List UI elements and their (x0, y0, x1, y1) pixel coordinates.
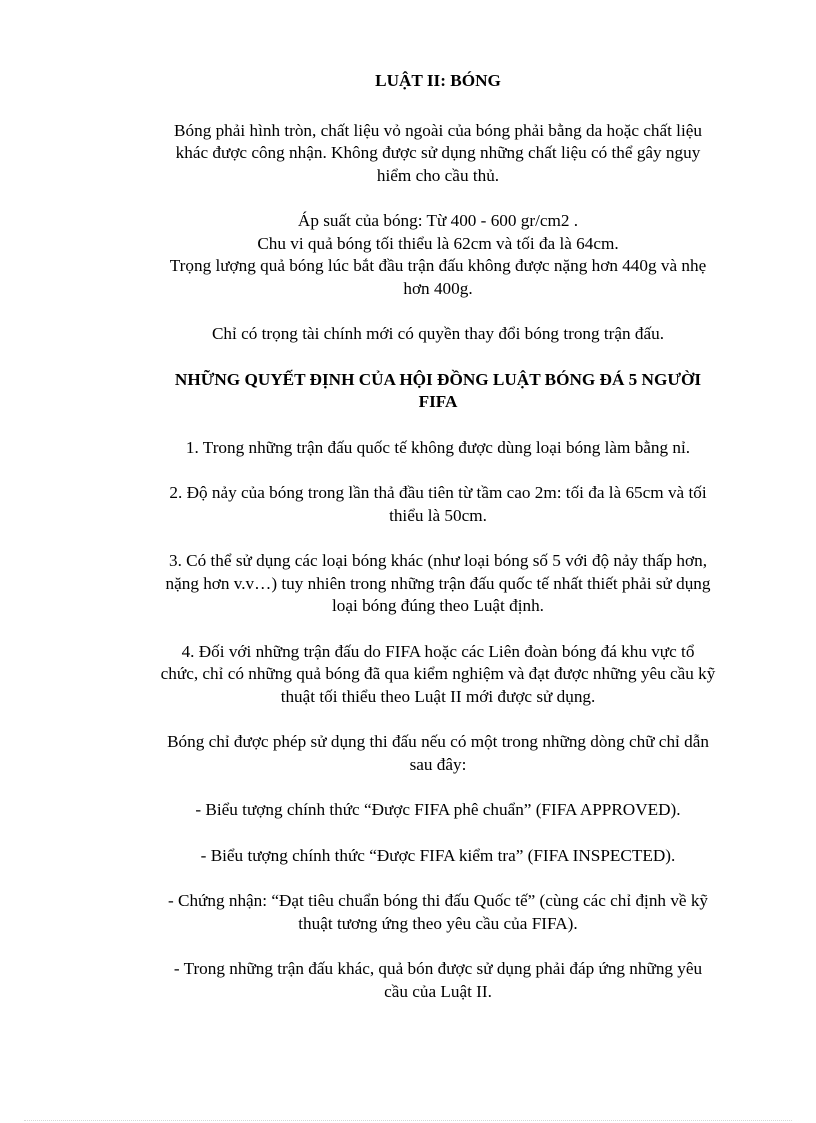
text-line: khác được công nhận. Không được sử dụng những chất liệu có thể gây nguy (175, 143, 701, 162)
text-line: 2. Độ nảy của bóng trong lần thả đầu tiên từ tầm cao 2m: tối đa là 65cm và tối (169, 483, 707, 502)
heading-line: NHỮNG QUYẾT ĐỊNH CỦA HỘI ĐỒNG LUẬT BÓNG ĐÁ 5 NGƯỜI (174, 369, 702, 389)
text-line: - Trong những trận đấu khác, quả bón được sử dụng phải đáp ứng những yêu (173, 959, 703, 978)
page-title: LUẬT II: BÓNG (375, 71, 501, 90)
weight-spec (138, 255, 738, 300)
usage-item-inspected (138, 845, 738, 868)
text-line: sau đây: (409, 754, 467, 774)
decision-item-1 (138, 437, 738, 460)
decision-item-3 (138, 550, 738, 618)
decision-item-4 (138, 641, 738, 709)
text-line: nặng hơn v.v…) tuy nhiên trong những trận đấu quốc tế nhất thiết phải sử dụng (165, 573, 711, 593)
intro-paragraph (138, 120, 738, 188)
text-line: cầu của Luật II. (384, 981, 492, 1001)
circumference-spec (138, 233, 738, 256)
text-line: hiểm cho cầu thủ. (376, 165, 500, 185)
text-line: Bóng chỉ được phép sử dụng thi đấu nếu có một trong những dòng chữ chỉ dẫn (167, 732, 709, 751)
text-line: 4. Đối với những trận đấu do FIFA hoặc các Liên đoàn bóng đá khu vực tổ (181, 641, 695, 661)
text-line: thuật tối thiểu theo Luật II mới được sử dụng. (280, 686, 596, 706)
text-line: - Biểu tượng chính thức “Được FIFA kiểm tra” (FIFA INSPECTED). (200, 845, 676, 865)
heading-line: FIFA (418, 392, 458, 411)
text-line: Áp suất của bóng: Từ 400 - 600 gr/cm2 . (297, 211, 579, 230)
text-line: Chu vi quả bóng tối thiểu là 62cm và tối đa là 64cm. (257, 233, 619, 253)
usage-intro (138, 731, 738, 776)
text-line: - Biểu tượng chính thức “Được FIFA phê chuẩn” (FIFA APPROVED). (195, 800, 681, 819)
text-line: - Chứng nhận: “Đạt tiêu chuẩn bóng thi đấu Quốc tế” (cùng các chỉ định về kỹ (167, 891, 709, 910)
ball-specifications (138, 210, 738, 300)
text-line: Bóng phải hình tròn, chất liệu vỏ ngoài của bóng phải bằng da hoặc chất liệu (174, 120, 702, 140)
text-line: 3. Có thể sử dụng các loại bóng khác (như loại bóng số 5 với độ nảy thấp hơn, (168, 551, 708, 570)
text-line: chức, chỉ có những quả bóng đã qua kiểm nghiệm và đạt được những yêu cầu kỹ (160, 664, 716, 683)
text-line: 1. Trong những trận đấu quốc tế không được dùng loại bóng làm bằng nỉ. (185, 437, 691, 457)
usage-item-certification (138, 890, 738, 935)
usage-item-other-matches (138, 958, 738, 1003)
text-line: Trọng lượng quả bóng lúc bắt đầu trận đấu không được nặng hơn 440g và nhẹ (169, 256, 707, 275)
decision-item-2 (138, 482, 738, 527)
page-bottom-divider (24, 1120, 792, 1121)
text-line: thiểu là 50cm. (389, 505, 487, 525)
pressure-spec (138, 210, 738, 233)
decisions-heading (138, 369, 738, 414)
text-line: hơn 400g. (403, 278, 473, 298)
text-line: thuật tương ứng theo yêu cầu của FIFA). (298, 913, 578, 933)
usage-item-approved (138, 799, 738, 822)
text-line: loại bóng đúng theo Luật định. (332, 596, 544, 615)
text-line: Chỉ có trọng tài chính mới có quyền thay đổi bóng trong trận đấu. (211, 324, 665, 343)
referee-note (138, 323, 738, 346)
document-body (138, 70, 738, 1026)
